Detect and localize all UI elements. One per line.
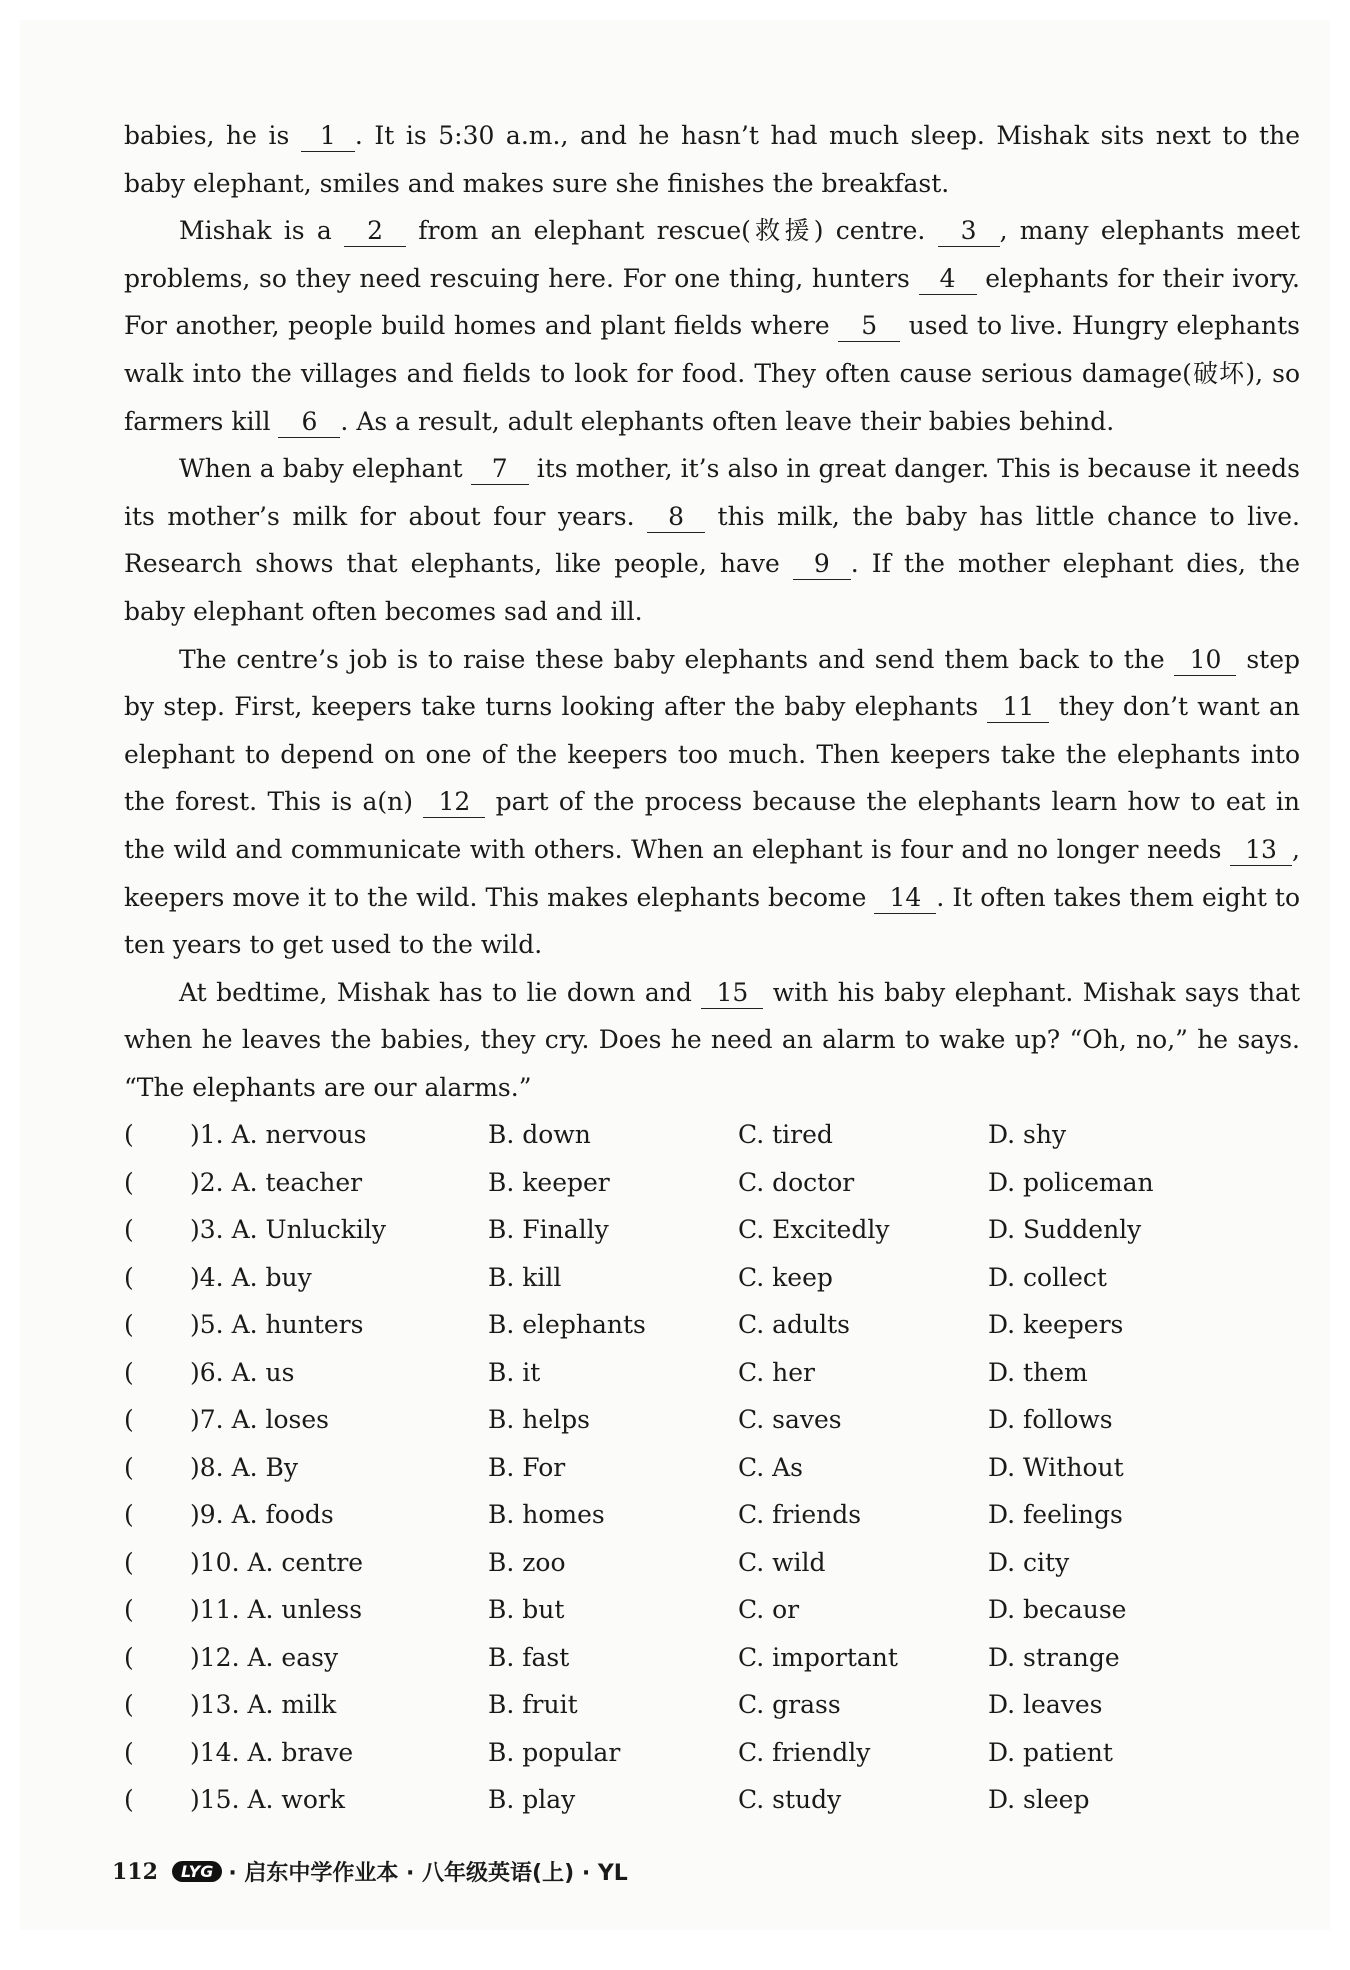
option-b: B. popular [488, 1737, 621, 1767]
option-a: A. foods [231, 1500, 334, 1529]
question-number-and-option-a [190, 1396, 329, 1444]
option-b: B. it [488, 1357, 541, 1387]
question-row [124, 1586, 1300, 1634]
option-a: A. unless [247, 1595, 363, 1624]
option-d: D. leaves [988, 1690, 1103, 1719]
option-c: C. As [738, 1452, 804, 1482]
option-d: D. them [988, 1357, 1088, 1387]
option-d: D. follows [988, 1405, 1113, 1434]
option-b: B. helps [488, 1405, 590, 1434]
question-number-and-option-a [190, 1159, 362, 1207]
option-d: D. strange [988, 1642, 1120, 1672]
question-number: )13. [190, 1690, 248, 1719]
answer-paren: ( [124, 1642, 134, 1672]
option-b: B. kill [488, 1262, 562, 1292]
answer-paren: ( [124, 1405, 134, 1434]
option-c: C. keep [738, 1262, 833, 1292]
blank-4: 4 [919, 264, 977, 295]
option-a: A. By [231, 1452, 299, 1482]
option-d: D. Without [988, 1452, 1124, 1482]
blank-2: 2 [344, 216, 406, 247]
question-number-and-option-a [190, 1349, 294, 1397]
option-d: D. shy [988, 1120, 1067, 1149]
question-number: )4. [190, 1262, 232, 1292]
option-c: C. study [738, 1785, 842, 1814]
passage-paragraph-4: The centre’s job is to raise these baby elephants and send them back to the 10 step by step. First, keepers take turns looking after the baby elephants 11 they don’t want an elephant to depend on one of the keepers too much. Then keepers take the elephants into the forest. This is a(n) 12 part of the process because the elephants learn how to eat in the wild and communicate with others. When an elephant is four and no longer needs 13 , keepers move it to the wild. This makes elephants become 14 . It often takes them eight to ten years to get used to the wild. [124, 644, 1300, 960]
option-d: D. patient [988, 1737, 1113, 1767]
option-d: D. Suddenly [988, 1215, 1142, 1244]
answer-paren: ( [124, 1357, 134, 1387]
question-row [124, 1729, 1300, 1777]
blank-8: 8 [647, 502, 705, 533]
blank-14: 14 [874, 883, 936, 914]
question-row [124, 1301, 1300, 1349]
option-b: B. For [488, 1452, 566, 1482]
question-row [124, 1634, 1300, 1682]
answer-paren: ( [124, 1500, 134, 1529]
question-number-and-option-a [190, 1634, 338, 1682]
question-row [124, 1539, 1300, 1587]
option-d: D. city [988, 1547, 1070, 1577]
option-b: B. keeper [488, 1167, 610, 1197]
option-c: C. grass [738, 1690, 841, 1719]
blank-3: 3 [938, 216, 1000, 247]
answer-paren: ( [124, 1785, 134, 1814]
blank-11: 11 [987, 692, 1049, 723]
option-d: D. sleep [988, 1785, 1090, 1814]
option-b: B. but [488, 1595, 565, 1624]
question-row [124, 1111, 1300, 1159]
blank-9: 9 [793, 549, 851, 580]
option-b: B. zoo [488, 1547, 566, 1577]
answer-options-list [124, 1111, 1300, 1824]
publisher-logo: LYG [172, 1861, 222, 1882]
blank-1: 1 [301, 121, 355, 152]
question-number: )2. [190, 1167, 232, 1197]
option-b: B. fruit [488, 1690, 578, 1719]
option-b: B. down [488, 1120, 591, 1149]
option-a: A. brave [247, 1737, 354, 1767]
question-row [124, 1396, 1300, 1444]
option-a: A. nervous [231, 1120, 367, 1149]
question-number-and-option-a [190, 1491, 334, 1539]
question-number-and-option-a [190, 1776, 345, 1824]
option-b: B. homes [488, 1500, 605, 1529]
question-number-and-option-a [190, 1729, 353, 1777]
option-c: C. saves [738, 1405, 842, 1434]
blank-12: 12 [423, 787, 485, 818]
option-a: A. milk [247, 1690, 337, 1719]
question-number: )12. [190, 1642, 248, 1672]
option-c: C. her [738, 1357, 815, 1387]
question-row [124, 1681, 1300, 1729]
blank-13: 13 [1230, 835, 1292, 866]
cloze-passage [124, 112, 1300, 1111]
question-number: )11. [190, 1595, 248, 1624]
question-number: )7. [190, 1405, 232, 1434]
option-a: A. hunters [231, 1310, 364, 1339]
option-b: B. play [488, 1785, 576, 1814]
question-number: )8. [190, 1452, 232, 1482]
book-title: · 启东中学作业本 · 八年级英语(上) · YL [228, 1861, 628, 1886]
question-number-and-option-a [190, 1539, 363, 1587]
option-a: A. us [231, 1357, 295, 1387]
answer-paren: ( [124, 1310, 134, 1339]
passage-paragraph-1: babies, he is 1 . It is 5:30 a.m., and he hasn’t had much sleep. Mishak sits next to the baby elephant, smiles and makes sure she finishes the breakfast. [124, 121, 1300, 198]
question-row [124, 1254, 1300, 1302]
option-c: C. adults [738, 1310, 851, 1339]
question-number-and-option-a [190, 1301, 363, 1349]
question-row [124, 1444, 1300, 1492]
passage-paragraph-3: When a baby elephant 7 its mother, it’s also in great danger. This is because it needs its mother’s milk for about four years. 8 this milk, the baby has little chance to live. Research shows that elephants, like people, have 9 . If the mother elephant dies, the baby elephant often becomes sad and ill. [124, 454, 1300, 626]
option-d: D. collect [988, 1262, 1107, 1292]
answer-paren: ( [124, 1690, 134, 1719]
page-number: 112 [112, 1858, 158, 1885]
option-c: C. important [738, 1642, 898, 1672]
question-row [124, 1159, 1300, 1207]
option-a: A. easy [247, 1642, 339, 1672]
answer-paren: ( [124, 1595, 134, 1624]
option-d: D. policeman [988, 1167, 1154, 1197]
answer-paren: ( [124, 1215, 134, 1244]
answer-paren: ( [124, 1737, 134, 1767]
answer-paren: ( [124, 1547, 134, 1577]
blank-10: 10 [1174, 645, 1236, 676]
blank-6: 6 [278, 407, 340, 438]
option-a: A. Unluckily [231, 1215, 387, 1244]
blank-7: 7 [471, 454, 529, 485]
question-number-and-option-a [190, 1586, 362, 1634]
option-b: B. Finally [488, 1215, 609, 1244]
answer-paren: ( [124, 1167, 134, 1197]
worksheet-page [20, 20, 1330, 1930]
question-number: )6. [190, 1357, 232, 1387]
question-number: )1. [190, 1120, 232, 1149]
option-c: C. or [738, 1595, 800, 1624]
option-a: A. loses [231, 1405, 330, 1434]
option-d: D. feelings [988, 1500, 1123, 1529]
answer-paren: ( [124, 1262, 134, 1292]
answer-paren: ( [124, 1120, 134, 1149]
option-c: C. wild [738, 1547, 826, 1577]
question-number: )3. [190, 1215, 232, 1244]
question-number-and-option-a [190, 1111, 366, 1159]
option-c: C. friendly [738, 1737, 871, 1767]
option-a: A. buy [231, 1262, 312, 1292]
option-d: D. keepers [988, 1310, 1124, 1339]
question-row [124, 1206, 1300, 1254]
blank-5: 5 [838, 311, 900, 342]
option-c: C. tired [738, 1120, 833, 1149]
passage-paragraph-5: At bedtime, Mishak has to lie down and 15 with his baby elephant. Mishak says that when he leaves the babies, they cry. Does he need an alarm to wake up? “Oh, no,” he says. “The elephants are our alarms.” [124, 977, 1301, 1102]
question-number: )15. [190, 1785, 248, 1814]
question-number-and-option-a [190, 1681, 336, 1729]
question-row [124, 1776, 1300, 1824]
question-number: )9. [190, 1500, 232, 1529]
passage-paragraph-2: Mishak is a 2 from an elephant rescue(救援) centre. 3 , many elephants meet problems, so they need rescuing here. For one thing, hunters 4 elephants for their ivory. For another, people build homes and plant fields where 5 used to live. Hungry elephants walk into the villages and fields to look for food. They often cause serious damage(破坏), so farmers kill 6 . As a result, adult elephants often leave their babies behind. [124, 216, 1301, 436]
option-a: A. centre [247, 1547, 364, 1577]
option-a: A. teacher [231, 1167, 363, 1197]
question-number-and-option-a [190, 1206, 386, 1254]
option-c: C. Excitedly [738, 1215, 890, 1244]
option-b: B. elephants [488, 1310, 646, 1339]
option-d: D. because [988, 1595, 1127, 1624]
question-number-and-option-a [190, 1254, 312, 1302]
question-row [124, 1349, 1300, 1397]
option-c: C. friends [738, 1500, 862, 1529]
option-c: C. doctor [738, 1167, 855, 1197]
answer-paren: ( [124, 1452, 134, 1482]
question-number: )14. [190, 1737, 248, 1767]
blank-15: 15 [701, 978, 763, 1009]
option-b: B. fast [488, 1642, 570, 1672]
page-footer [112, 1856, 628, 1887]
question-number: )5. [190, 1310, 232, 1339]
option-a: A. work [247, 1785, 345, 1814]
question-number: )10. [190, 1547, 248, 1577]
question-row [124, 1491, 1300, 1539]
question-number-and-option-a [190, 1444, 298, 1492]
